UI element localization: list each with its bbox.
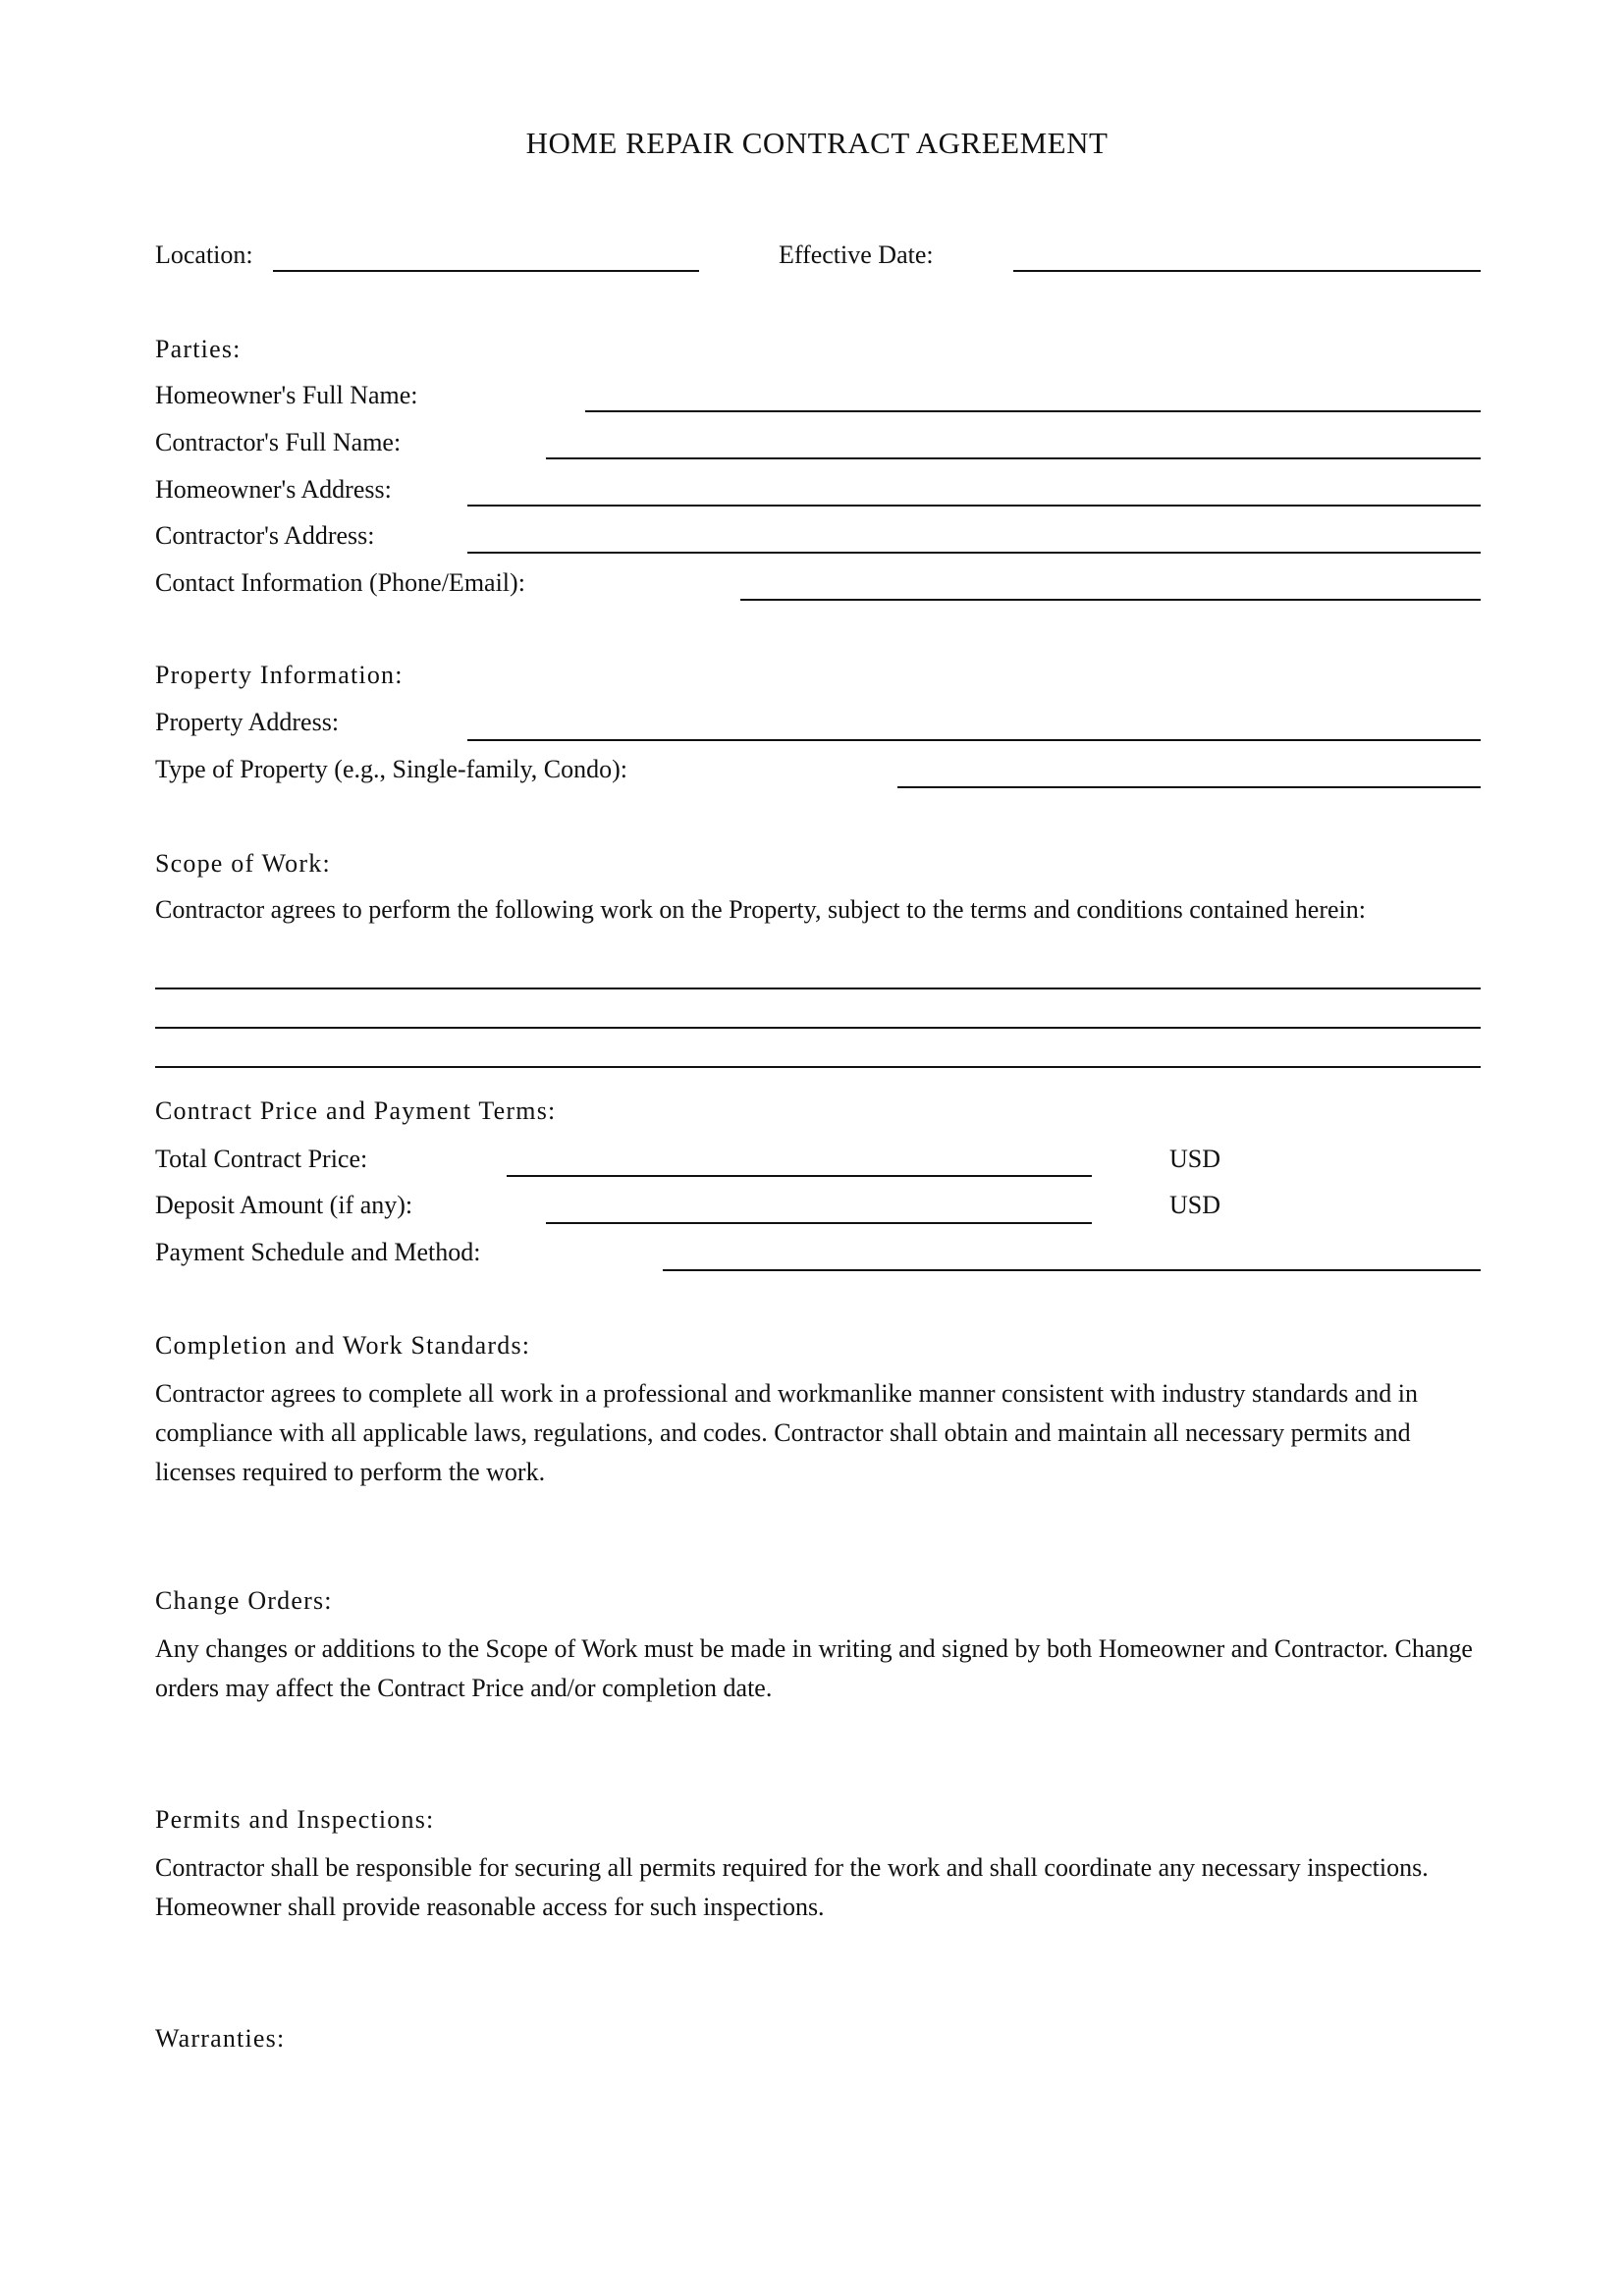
property-type-field[interactable] <box>897 786 1481 788</box>
change-orders-body: Any changes or additions to the Scope of Work must be made in writing and signed by both Homeowner and Contractor. Change orders may affect the Contract Price and/or completion date. <box>155 1634 1473 1702</box>
property-address-field[interactable] <box>467 739 1481 741</box>
deposit-currency: USD <box>1169 1191 1221 1219</box>
homeowner-address-field[interactable] <box>467 505 1481 507</box>
scope-heading: Scope of Work: <box>155 849 331 878</box>
completion-body: Contractor agrees to complete all work in a professional and workmanlike manner consistent with industry standards and in compliance with all applicable laws, regulations, and codes. Contractor shall obtain and maintain all necessary permits and licenses required to perform the work. <box>155 1379 1418 1486</box>
total-price-label: Total Contract Price: <box>155 1145 368 1173</box>
contractor-name-label: Contractor's Full Name: <box>155 428 402 456</box>
contractor-address-label: Contractor's Address: <box>155 521 375 550</box>
change-orders-heading: Change Orders: <box>155 1586 333 1615</box>
property-heading: Property Information: <box>155 661 404 689</box>
permits-body: Contractor shall be responsible for securing all permits required for the work and shall coordinate any necessary inspections. Homeowner shall provide reasonable access for such inspections. <box>155 1853 1429 1921</box>
payment-schedule-field[interactable] <box>663 1269 1481 1271</box>
homeowner-address-label: Homeowner's Address: <box>155 475 392 504</box>
price-heading: Contract Price and Payment Terms: <box>155 1096 557 1125</box>
property-type-label: Type of Property (e.g., Single-family, Condo): <box>155 755 628 783</box>
location-label: Location: <box>155 240 253 269</box>
contractor-address-field[interactable] <box>467 552 1481 554</box>
scope-line-1[interactable] <box>155 988 1481 989</box>
homeowner-name-field[interactable] <box>585 410 1481 412</box>
effective-date-label: Effective Date: <box>779 240 934 269</box>
total-price-field[interactable] <box>507 1175 1092 1177</box>
contact-info-label: Contact Information (Phone/Email): <box>155 568 525 597</box>
property-address-label: Property Address: <box>155 708 340 736</box>
page-title: HOME REPAIR CONTRACT AGREEMENT <box>525 126 1109 160</box>
homeowner-name-label: Homeowner's Full Name: <box>155 381 418 409</box>
deposit-label: Deposit Amount (if any): <box>155 1191 413 1219</box>
effective-date-field[interactable] <box>1013 270 1481 272</box>
permits-heading: Permits and Inspections: <box>155 1805 435 1834</box>
completion-heading: Completion and Work Standards: <box>155 1331 531 1360</box>
deposit-field[interactable] <box>546 1222 1092 1224</box>
payment-schedule-label: Payment Schedule and Method: <box>155 1238 481 1266</box>
location-field[interactable] <box>273 270 699 272</box>
total-price-currency: USD <box>1169 1145 1221 1173</box>
scope-line-3[interactable] <box>155 1066 1481 1068</box>
scope-line-2[interactable] <box>155 1027 1481 1029</box>
contractor-name-field[interactable] <box>546 457 1481 459</box>
scope-intro: Contractor agrees to perform the following work on the Property, subject to the terms and conditions contained herein: <box>155 895 1366 924</box>
contact-info-field[interactable] <box>740 599 1481 601</box>
warranties-heading: Warranties: <box>155 2024 286 2053</box>
parties-heading: Parties: <box>155 335 242 363</box>
